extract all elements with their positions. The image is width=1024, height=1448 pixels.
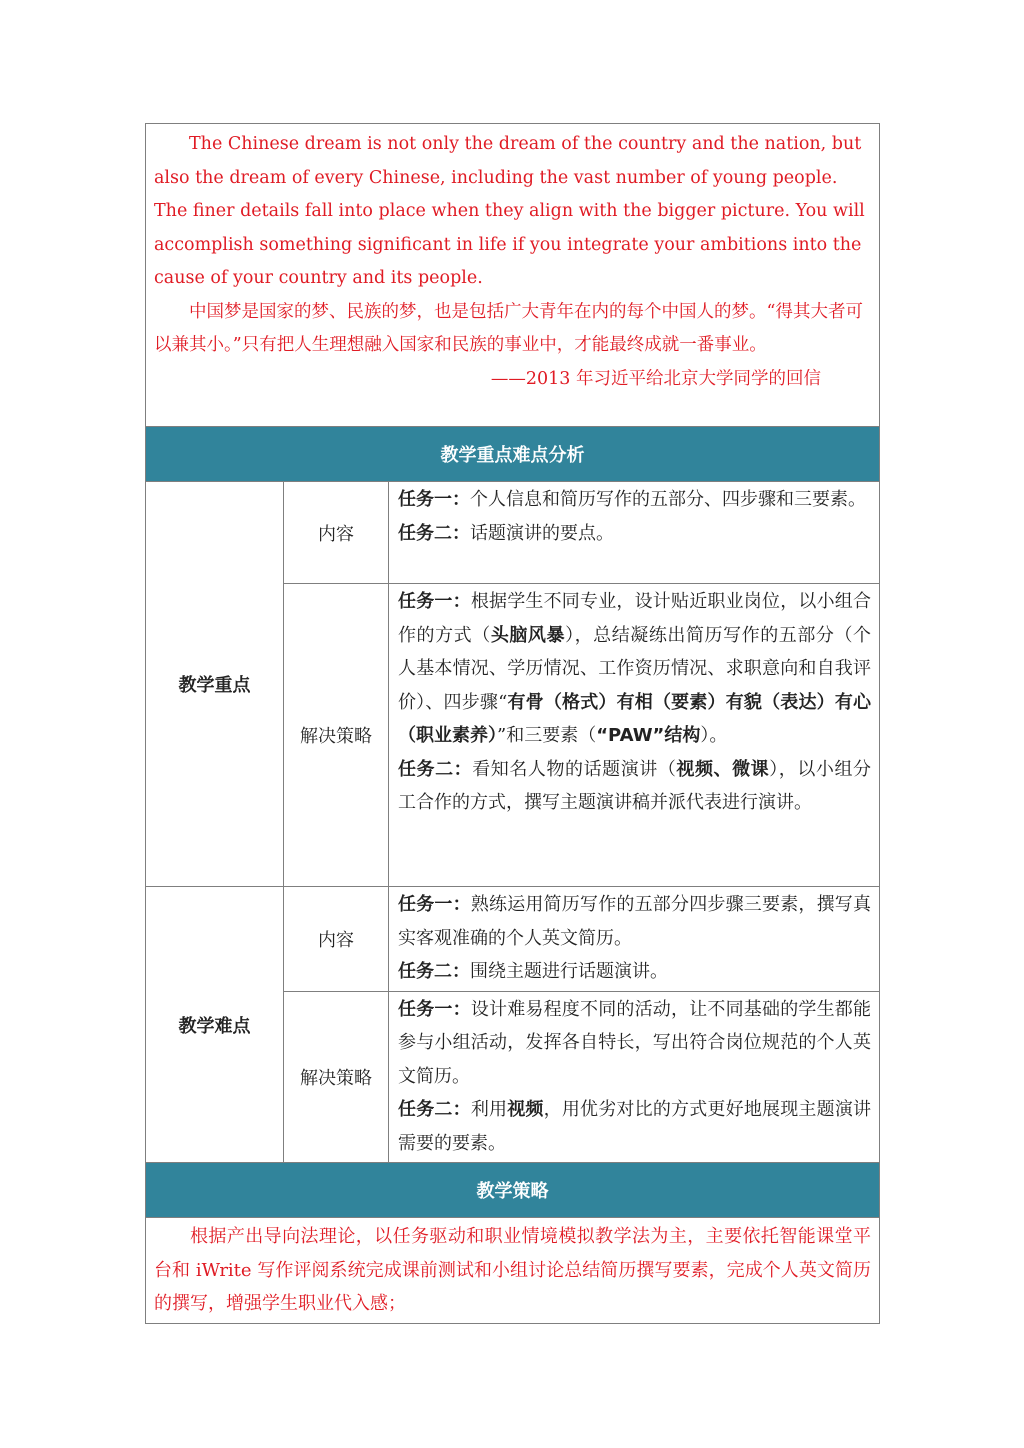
difficult-points-content-row bbox=[146, 887, 880, 992]
text-span: 看知名人物的话题演讲（ bbox=[472, 758, 677, 780]
text-span: ，用优劣对比的方式更好地展现主题演讲需要的要素。 bbox=[398, 1099, 872, 1154]
difficult-points-content-label: 内容 bbox=[284, 887, 389, 992]
task2-label: 任务二： bbox=[398, 1099, 471, 1120]
teaching-strategy-text: 根据产出导向法理论，以任务驱动和职业情境模拟教学法为主，主要依托智能课堂平台和 iWrite 写作评阅系统完成课前测试和小组讨论总结简历撰写要素，完成个人英文简历的撰写，增强学生职业代入感； bbox=[154, 1226, 871, 1314]
difficult-points-strategy-cell bbox=[389, 991, 880, 1163]
section-header-row bbox=[146, 427, 880, 482]
key-points-content-row bbox=[146, 482, 880, 584]
task1-text: 设计难易程度不同的活动，让不同基础的学生都能参与小组活动，发挥各自特长，写出符合岗位规范的个人英文简历。 bbox=[398, 998, 872, 1087]
text-span: ），总结凝练出简历写作的五部分（个人基本情况、学历情况、工作资历情况、求职意向和自我评价）、四步骤“ bbox=[398, 624, 872, 713]
quote-english: The Chinese dream is not only the dream of the country and the nation, but also the dream of every Chinese, including the vast number of young people. The finer details fall into place when they align with the bigger picture. You will accomplish something significant in life if you integrate your ambitions into the cause of your country and its people. bbox=[154, 134, 865, 288]
bold-span: 有骨（格式）有相（要素）有貌（表达）有心（职业素养） bbox=[398, 691, 872, 746]
bold-span: “PAW”结构 bbox=[596, 725, 701, 746]
key-content-task2 bbox=[398, 517, 871, 551]
teaching-strategy-row bbox=[146, 1218, 880, 1324]
key-points-content-cell bbox=[389, 482, 880, 584]
task2-label: 任务二： bbox=[398, 522, 470, 544]
key-points-content-label: 内容 bbox=[284, 482, 389, 584]
key-strategy-task1 bbox=[398, 585, 871, 753]
task1-label: 任务一： bbox=[398, 998, 471, 1020]
bold-span: 头脑风暴 bbox=[490, 624, 566, 646]
key-strategy-task2 bbox=[398, 753, 871, 820]
section-header-row bbox=[146, 1163, 880, 1218]
text-span: ”和三要素（ bbox=[497, 725, 597, 746]
section-title-strategy: 教学策略 bbox=[146, 1163, 880, 1218]
difficult-points-strategy-label: 解决策略 bbox=[284, 991, 389, 1163]
diff-strategy-task1 bbox=[398, 993, 871, 1094]
diff-content-task1 bbox=[398, 888, 871, 955]
task1-label: 任务一： bbox=[398, 591, 471, 612]
task1-text: 熟练运用简历写作的五部分四步骤三要素，撰写真实客观准确的个人英文简历。 bbox=[398, 894, 872, 949]
text-span: ）。 bbox=[700, 725, 728, 746]
key-points-label: 教学重点 bbox=[146, 482, 284, 887]
quote-chinese: 中国梦是国家的梦、民族的梦，也是包括广大青年在内的每个中国人的梦。“得其大者可以兼其小。”只有把人生理想融入国家和民族的事业中，才能最终成就一番事业。 bbox=[154, 301, 863, 355]
text-span: ），以小组分工合作的方式，撰写主题演讲稿并派代表进行演讲。 bbox=[398, 758, 872, 813]
diff-strategy-task2 bbox=[398, 1093, 871, 1160]
bold-span: 视频 bbox=[507, 1099, 544, 1120]
key-points-strategy-label: 解决策略 bbox=[284, 584, 389, 887]
task2-text: 围绕主题进行话题演讲。 bbox=[470, 961, 668, 982]
bold-span: 视频、微课 bbox=[676, 758, 770, 780]
task1-label: 任务一： bbox=[398, 489, 470, 510]
difficult-points-label: 教学难点 bbox=[146, 887, 284, 1163]
key-content-task1 bbox=[398, 483, 871, 517]
task2-label: 任务二： bbox=[398, 758, 473, 780]
task1-text: 个人信息和简历写作的五部分、四步骤和三要素。 bbox=[470, 489, 866, 510]
difficult-points-content-cell bbox=[389, 887, 880, 992]
quote-row bbox=[146, 124, 880, 427]
text-span: 根据学生不同专业，设计贴近职业岗位，以小组合作的方式（ bbox=[398, 591, 872, 646]
quote-citation: ——2013 年习近平给北京大学同学的回信 bbox=[490, 368, 821, 389]
teaching-strategy-cell bbox=[146, 1218, 880, 1324]
task1-label: 任务一： bbox=[398, 894, 471, 915]
document-page bbox=[145, 123, 879, 1324]
section-title-analysis: 教学重点难点分析 bbox=[146, 427, 880, 482]
task2-label: 任务二： bbox=[398, 961, 470, 982]
diff-content-task2 bbox=[398, 955, 871, 989]
key-points-strategy-cell bbox=[389, 584, 880, 887]
text-span: 利用 bbox=[470, 1099, 508, 1120]
task2-text: 话题演讲的要点。 bbox=[470, 522, 614, 544]
lesson-plan-table bbox=[145, 123, 880, 1324]
quote-cell bbox=[146, 124, 880, 427]
